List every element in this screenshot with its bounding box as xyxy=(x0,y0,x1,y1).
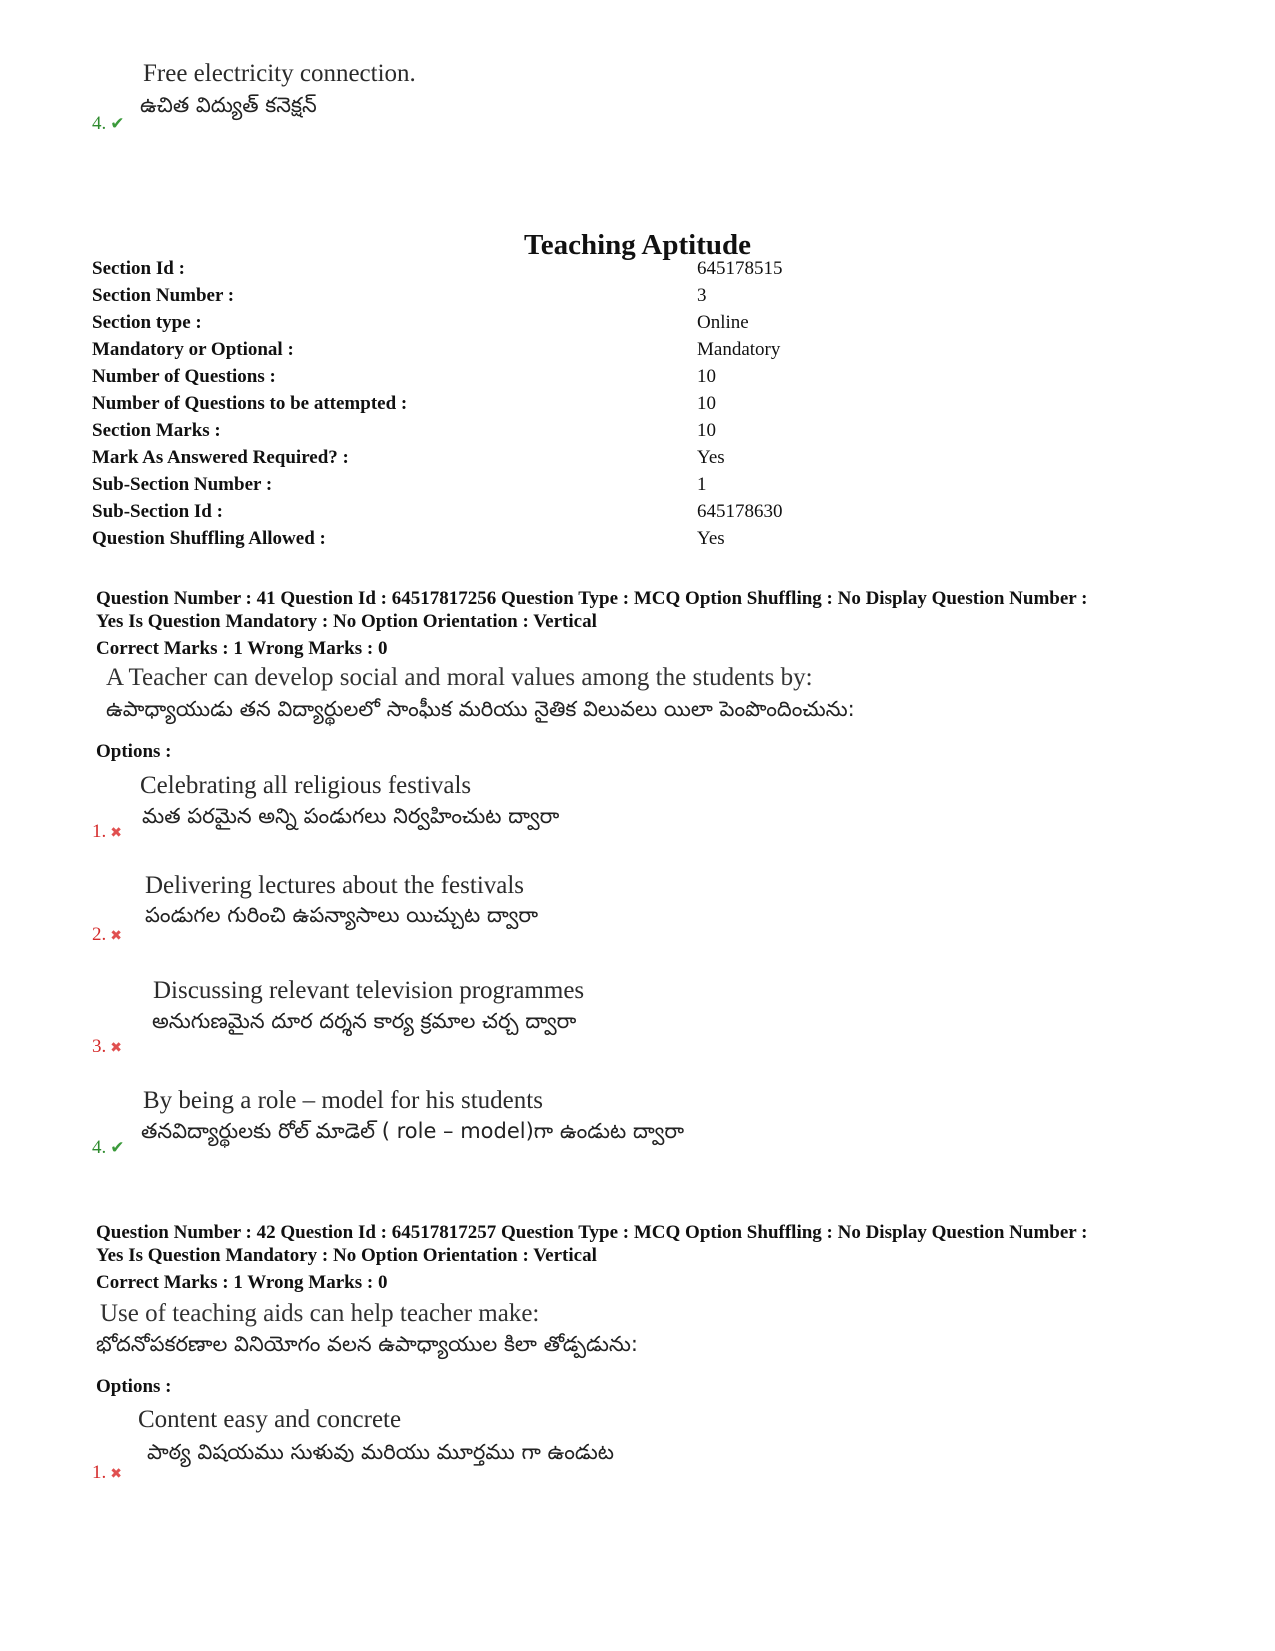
info-value: 645178515 xyxy=(697,258,783,279)
option-text-en: By being a role – model for his students xyxy=(143,1087,543,1114)
question-header xyxy=(96,587,1206,660)
info-label: Section type : xyxy=(92,312,202,333)
option-text-te: మత పరమైన అన్ని పండుగలు నిర్వహించుట ద్వారా xyxy=(142,804,560,828)
info-label: Number of Questions to be attempted : xyxy=(92,393,408,414)
option-number: 2. ✖ xyxy=(92,924,122,945)
check-mark-icon: ✔ xyxy=(110,1138,125,1158)
info-label: Question Shuffling Allowed : xyxy=(92,528,326,549)
info-value: Online xyxy=(697,312,749,333)
question-meta-line: Question Number : 42 Question Id : 64517817257 Question Type : MCQ Option Shuffling : No Display Question Number : xyxy=(96,1222,1088,1243)
option-number: 4. ✔ xyxy=(92,1137,125,1158)
info-value: 10 xyxy=(697,420,716,441)
cross-mark-icon: ✖ xyxy=(110,1466,122,1482)
info-value: 10 xyxy=(697,393,716,414)
option-number: 1. ✖ xyxy=(92,821,122,842)
cross-mark-icon: ✖ xyxy=(110,928,122,944)
option-text-en: Discussing relevant television programmes xyxy=(153,977,585,1004)
info-value: 1 xyxy=(697,474,707,495)
info-label: Sub-Section Number : xyxy=(92,474,273,495)
question-text-en: Use of teaching aids can help teacher make: xyxy=(100,1300,540,1327)
question-meta-line: Yes Is Question Mandatory : No Option Orientation : Vertical xyxy=(96,611,597,632)
section-info-row xyxy=(92,258,1192,286)
question-text-te: ఉపాధ్యాయుడు తన విద్యార్థులలో సాంఘీక మరియు నైతిక విలువలు యిలా పెంపొందించును: xyxy=(106,697,855,721)
question-header xyxy=(96,1221,1206,1294)
question-text-te: భోదనోపకరణాల వినియోగం వలన ఉపాధ్యాయుల కిలా తోడ్పడును: xyxy=(96,1332,638,1356)
info-value: Mandatory xyxy=(697,339,781,360)
check-mark-icon: ✔ xyxy=(110,114,125,134)
question-marks: Correct Marks : 1 Wrong Marks : 0 xyxy=(96,1272,388,1293)
cross-mark-icon: ✖ xyxy=(110,1040,122,1056)
option-text-en: Delivering lectures about the festivals xyxy=(145,872,525,899)
info-value: 645178630 xyxy=(697,501,783,522)
info-value: Yes xyxy=(697,528,725,549)
options-label: Options : xyxy=(96,741,172,762)
section-info-row xyxy=(92,366,1192,394)
info-label: Section Number : xyxy=(92,285,235,306)
option-text-te: అనుగుణమైన దూర దర్శన కార్య క్రమాల చర్చ ద్వారా xyxy=(152,1009,577,1033)
option-text-en: Free electricity connection. xyxy=(143,60,416,87)
section-info-row xyxy=(92,447,1192,475)
section-info-row xyxy=(92,339,1192,367)
info-label: Sub-Section Id : xyxy=(92,501,223,522)
question-meta-line: Question Number : 41 Question Id : 64517817256 Question Type : MCQ Option Shuffling : No Display Question Number : xyxy=(96,588,1088,609)
question-marks: Correct Marks : 1 Wrong Marks : 0 xyxy=(96,638,388,659)
section-info-row xyxy=(92,312,1192,340)
info-label: Mark As Answered Required? : xyxy=(92,447,349,468)
section-info-row xyxy=(92,474,1192,502)
section-title: Teaching Aptitude xyxy=(524,229,751,261)
option-number: 1. ✖ xyxy=(92,1462,122,1483)
section-info-row xyxy=(92,393,1192,421)
info-value: Yes xyxy=(697,447,725,468)
cross-mark-icon: ✖ xyxy=(110,825,122,841)
option-number: 3. ✖ xyxy=(92,1036,122,1057)
option-text-en: Celebrating all religious festivals xyxy=(140,772,472,799)
options-label: Options : xyxy=(96,1376,172,1397)
option-number: 4. ✔ xyxy=(92,113,125,134)
info-label: Number of Questions : xyxy=(92,366,276,387)
option-text-en: Content easy and concrete xyxy=(138,1406,402,1433)
question-text-en: A Teacher can develop social and moral values among the students by: xyxy=(106,664,813,691)
section-info-row xyxy=(92,501,1192,529)
question-meta-line: Yes Is Question Mandatory : No Option Orientation : Vertical xyxy=(96,1245,597,1266)
option-text-te: పాఠ్య విషయము సుళువు మరియు మూర్తము గా ఉండుట xyxy=(147,1440,614,1464)
section-info-row xyxy=(92,420,1192,448)
option-text-te: పండుగల గురించి ఉపన్యాసాలు యిచ్చుట ద్వారా xyxy=(145,903,539,927)
option-text-te: తనవిద్యార్థులకు రోల్ మాడెల్ ( role – model)గా ఉండుట ద్వారా xyxy=(141,1119,685,1143)
info-label: Section Id : xyxy=(92,258,185,279)
info-value: 10 xyxy=(697,366,716,387)
section-info-row xyxy=(92,285,1192,313)
info-label: Mandatory or Optional : xyxy=(92,339,294,360)
option-text-te: ఉచిత విద్యుత్ కనెక్షన్ xyxy=(140,93,317,117)
info-label: Section Marks : xyxy=(92,420,221,441)
section-info-row xyxy=(92,528,1192,556)
info-value: 3 xyxy=(697,285,707,306)
